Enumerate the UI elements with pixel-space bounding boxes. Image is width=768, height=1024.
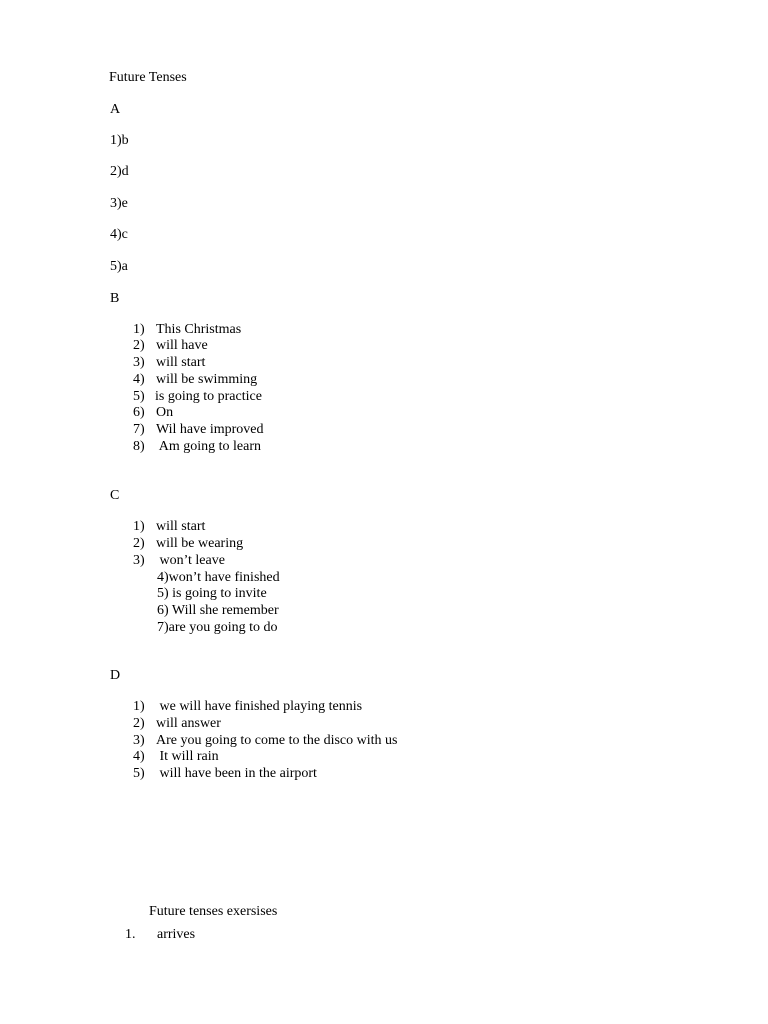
section-a-heading: A [110, 102, 121, 117]
list-item: arrives [157, 927, 196, 942]
list-item: Are you going to come to the disco with us [156, 733, 398, 748]
exercises-heading: Future tenses exersises [149, 904, 278, 919]
list-item: 6) Will she remember [157, 603, 279, 618]
list-item-number: 1) [133, 519, 145, 534]
list-item: is going to practice [155, 389, 262, 404]
section-a-item: 1)b [110, 133, 129, 148]
list-item: we will have finished playing tennis [156, 699, 363, 714]
list-item-number: 5) [133, 389, 145, 404]
list-item-number: 8) [133, 439, 145, 454]
list-item: 4)won’t have finished [157, 570, 280, 585]
list-item: will have [156, 338, 208, 353]
list-item: will answer [156, 716, 221, 731]
list-item: On [156, 405, 174, 420]
list-item-number: 4) [133, 372, 145, 387]
section-c-heading: C [110, 488, 120, 503]
list-item: Wil have improved [156, 422, 264, 437]
list-item-number: 1) [133, 322, 145, 337]
section-a-item: 3)e [110, 196, 128, 211]
list-item-number: 6) [133, 405, 145, 420]
list-item: will be swimming [156, 372, 258, 387]
list-item: 5) is going to invite [157, 586, 267, 601]
list-item-number: 3) [133, 355, 145, 370]
list-item: will have been in the airport [156, 766, 317, 781]
list-item: 7)are you going to do [157, 620, 278, 635]
section-a-item: 5)a [110, 259, 128, 274]
list-item-number: 3) [133, 553, 145, 568]
list-item: will start [156, 519, 206, 534]
list-item: Am going to learn [156, 439, 261, 454]
list-item-number: 2) [133, 716, 145, 731]
list-item: will start [156, 355, 206, 370]
list-item: won’t leave [156, 553, 225, 568]
page-title: Future Tenses [109, 70, 187, 85]
list-item-number: 1) [133, 699, 145, 714]
section-b-heading: B [110, 291, 120, 306]
list-item-number: 2) [133, 536, 145, 551]
list-item: will be wearing [156, 536, 244, 551]
list-item: It will rain [156, 749, 219, 764]
list-item-number: 3) [133, 733, 145, 748]
list-item-number: 1. [125, 927, 136, 942]
list-item-number: 7) [133, 422, 145, 437]
list-item: This Christmas [156, 322, 242, 337]
section-a-item: 4)c [110, 227, 128, 242]
section-d-heading: D [110, 668, 121, 683]
list-item-number: 2) [133, 338, 145, 353]
list-item-number: 5) [133, 766, 145, 781]
list-item-number: 4) [133, 749, 145, 764]
section-a-item: 2)d [110, 164, 129, 179]
